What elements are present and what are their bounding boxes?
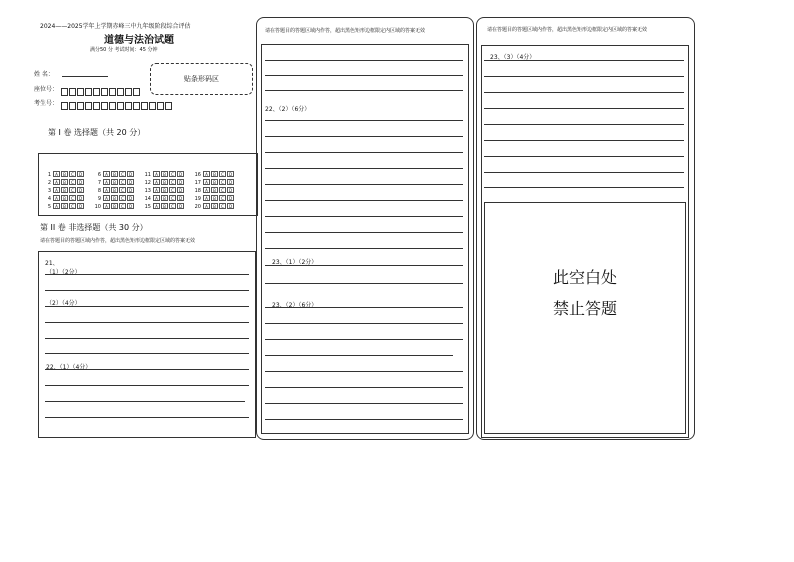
choice-bubble[interactable]: B	[111, 203, 118, 209]
choice-bubble[interactable]: D	[228, 172, 233, 177]
choice-bubble[interactable]: D	[78, 188, 83, 193]
question-number: 4	[47, 196, 51, 202]
choice-question	[43, 195, 85, 203]
answer-line[interactable]	[265, 184, 463, 185]
question-number: 3	[47, 188, 51, 194]
q21-label: 21、	[45, 260, 59, 267]
answer-line[interactable]	[265, 60, 463, 61]
choice-row	[43, 187, 243, 195]
choice-bubble[interactable]: B	[161, 195, 168, 201]
answer-line[interactable]	[45, 369, 249, 370]
choice-bubble[interactable]: B	[111, 171, 118, 177]
choice-bubble[interactable]: A	[53, 203, 60, 209]
choice-bubble[interactable]: C	[119, 187, 126, 193]
answer-line[interactable]	[265, 403, 463, 404]
choice-bubble[interactable]: D	[178, 172, 183, 177]
choice-question	[193, 179, 235, 187]
choice-bubble[interactable]: D	[78, 204, 83, 209]
choice-question	[93, 195, 135, 203]
choice-bubble[interactable]: D	[228, 180, 233, 185]
question-number: 15	[144, 204, 151, 210]
choice-bubble[interactable]: B	[211, 203, 218, 209]
choice-bubble[interactable]: D	[78, 180, 83, 185]
answer-line[interactable]	[265, 168, 463, 169]
choice-bubble[interactable]: A	[153, 179, 160, 185]
question-number: 11	[144, 172, 151, 178]
choice-bubble[interactable]: C	[119, 195, 126, 201]
exam-number-boxes[interactable]	[61, 95, 173, 114]
choice-bubble[interactable]: B	[111, 187, 118, 193]
q23-2-label: 23、（2）（6分）	[272, 302, 318, 309]
question-number: 9	[97, 196, 101, 202]
choice-bubble[interactable]: C	[219, 171, 226, 177]
choice-row	[43, 195, 243, 203]
question-number: 7	[97, 180, 101, 186]
choice-bubble[interactable]: B	[211, 179, 218, 185]
choice-bubble[interactable]: D	[78, 172, 83, 177]
answer-box-22-23[interactable]	[261, 44, 469, 434]
choice-bubble[interactable]: C	[219, 179, 226, 185]
question-number: 12	[144, 180, 151, 186]
answer-line[interactable]	[265, 136, 463, 137]
question-number: 8	[97, 188, 101, 194]
answer-line[interactable]	[45, 306, 249, 307]
right-column	[476, 17, 695, 440]
answer-line[interactable]	[265, 323, 463, 324]
choice-question	[43, 171, 85, 179]
no-answer-text-1: 此空白处	[552, 268, 617, 287]
answer-line[interactable]	[45, 417, 249, 418]
answer-line[interactable]	[265, 307, 463, 308]
choice-bubble[interactable]: D	[128, 204, 133, 209]
answer-line[interactable]	[45, 290, 249, 291]
choice-bubble[interactable]: B	[161, 179, 168, 185]
choice-bubble[interactable]: A	[103, 195, 110, 201]
answer-line[interactable]	[484, 187, 684, 188]
answer-line[interactable]	[45, 274, 249, 275]
choice-bubble[interactable]: B	[111, 195, 118, 201]
choice-question	[43, 179, 85, 187]
answer-line[interactable]	[484, 140, 684, 141]
question-number: 5	[47, 204, 51, 210]
answer-line[interactable]	[265, 339, 463, 340]
question-number: 14	[144, 196, 151, 202]
no-answer-text-2: 禁止答题	[552, 299, 617, 318]
answer-line[interactable]	[45, 385, 249, 386]
choice-bubble[interactable]: B	[61, 195, 68, 201]
choice-bubble[interactable]: A	[153, 195, 160, 201]
section1-title: 第 I 卷 选择题（共 20 分）	[48, 128, 146, 137]
answer-line[interactable]	[265, 371, 463, 372]
answer-line[interactable]	[484, 124, 684, 125]
choice-bubble[interactable]: C	[169, 195, 176, 201]
choice-bubble[interactable]: A	[203, 179, 210, 185]
choice-bubble[interactable]: C	[219, 203, 226, 209]
choice-bubble[interactable]: D	[128, 188, 133, 193]
choice-bubble[interactable]: D	[178, 180, 183, 185]
q22-1-label: 22、（1）（4分）	[46, 364, 92, 371]
answer-box-23-3[interactable]	[481, 45, 689, 438]
choice-question	[93, 171, 135, 179]
choice-bubble[interactable]: B	[61, 171, 68, 177]
choice-bubble[interactable]: A	[203, 195, 210, 201]
question-number: 2	[47, 180, 51, 186]
q21-1-label: （1）（2分）	[46, 269, 81, 276]
question-number: 1	[47, 172, 51, 178]
choice-bubble[interactable]: D	[228, 188, 233, 193]
choice-bubble[interactable]: A	[203, 171, 210, 177]
answer-line[interactable]	[484, 60, 684, 61]
answer-line[interactable]	[265, 90, 463, 91]
answer-line[interactable]	[45, 353, 249, 354]
q23-3-label: 23、（3）（4分）	[490, 54, 536, 61]
choice-question	[93, 179, 135, 187]
choice-question	[193, 195, 235, 203]
answer-line[interactable]	[45, 338, 249, 339]
choice-question	[193, 203, 235, 211]
choice-question	[143, 203, 185, 211]
answer-line[interactable]	[45, 401, 245, 402]
answer-line[interactable]	[484, 156, 684, 157]
choice-bubble[interactable]: D	[228, 204, 233, 209]
choice-question	[143, 195, 185, 203]
choice-question	[43, 187, 85, 195]
choice-bubble[interactable]: A	[103, 179, 110, 185]
choice-bubble[interactable]: A	[153, 203, 160, 209]
choice-bubble[interactable]: C	[69, 203, 76, 209]
choice-bubble[interactable]: B	[61, 179, 68, 185]
choice-bubble[interactable]: C	[169, 171, 176, 177]
choice-bubble[interactable]: A	[153, 187, 160, 193]
seat-label: 座位号：	[34, 86, 59, 93]
choice-bubble[interactable]: C	[69, 195, 76, 201]
choice-bubble[interactable]: C	[69, 179, 76, 185]
answer-box-21-22[interactable]	[38, 251, 256, 438]
answer-line[interactable]	[265, 283, 463, 284]
choice-bubble[interactable]: D	[128, 180, 133, 185]
answer-line[interactable]	[265, 355, 453, 356]
choice-bubble[interactable]: A	[103, 187, 110, 193]
answer-line[interactable]	[265, 387, 463, 388]
name-label: 姓 名：	[34, 71, 54, 78]
choice-bubble[interactable]: A	[53, 195, 60, 201]
answer-line[interactable]	[484, 172, 684, 173]
choice-bubble[interactable]: B	[161, 187, 168, 193]
answer-line[interactable]	[265, 216, 463, 217]
answer-line[interactable]	[484, 76, 684, 77]
middle-column	[256, 17, 474, 440]
choice-question	[93, 203, 135, 211]
choice-bubble[interactable]: C	[69, 187, 76, 193]
choice-bubble[interactable]: D	[178, 204, 183, 209]
choice-row	[43, 179, 243, 187]
answer-line[interactable]	[265, 152, 463, 153]
question-number: 19	[194, 196, 201, 202]
answer-line[interactable]	[265, 248, 463, 249]
choice-bubble[interactable]: C	[119, 203, 126, 209]
q22-2-label: 22、（2）（6分）	[265, 106, 311, 113]
choice-bubble[interactable]: D	[128, 172, 133, 177]
choice-bubble[interactable]: A	[103, 171, 110, 177]
choice-bubble[interactable]: D	[228, 196, 233, 201]
choice-question	[143, 179, 185, 187]
choice-row	[43, 171, 243, 179]
exam-no-label: 考生号：	[34, 100, 59, 107]
choice-bubble[interactable]: D	[128, 196, 133, 201]
choice-bubble[interactable]: D	[178, 188, 183, 193]
choice-bubble[interactable]: A	[53, 187, 60, 193]
score-time: 满分50 分 考试时间：45 分钟	[90, 47, 158, 53]
answer-line[interactable]	[265, 120, 463, 121]
choice-bubble[interactable]: B	[161, 171, 168, 177]
choice-grid	[38, 153, 258, 216]
choice-question	[143, 187, 185, 195]
name-field[interactable]	[62, 76, 108, 77]
answer-line[interactable]	[265, 200, 463, 201]
section2-notice: 请在答题目的答题区域内作答，超出黑色矩形边框限定区域的答案无效	[40, 238, 196, 244]
answer-line[interactable]	[265, 419, 463, 420]
question-number: 6	[97, 172, 101, 178]
choice-bubble[interactable]: A	[53, 171, 60, 177]
question-number: 18	[194, 188, 201, 194]
subject-title: 道德与法治试题	[104, 35, 174, 46]
answer-line[interactable]	[484, 108, 684, 109]
exam-line: 2024——2025学年上学期赤峰三中九年级阶段综合评估	[40, 23, 191, 30]
choice-bubble[interactable]: B	[161, 203, 168, 209]
choice-question	[93, 187, 135, 195]
choice-bubble[interactable]: C	[169, 203, 176, 209]
barcode-area	[150, 63, 253, 95]
choice-bubble[interactable]: C	[119, 179, 126, 185]
choice-bubble[interactable]: C	[169, 187, 176, 193]
choice-bubble[interactable]: D	[78, 196, 83, 201]
choice-row	[43, 203, 243, 211]
choice-bubble[interactable]: B	[111, 179, 118, 185]
choice-bubble[interactable]: C	[69, 171, 76, 177]
col3-notice: 请在答题目的答题区域内作答，超出黑色矩形边框限定内区域的答案无效	[487, 27, 648, 33]
choice-bubble[interactable]: C	[219, 195, 226, 201]
choice-bubble[interactable]: A	[203, 203, 210, 209]
choice-bubble[interactable]: C	[169, 179, 176, 185]
question-number: 20	[194, 204, 201, 210]
choice-bubble[interactable]: B	[211, 195, 218, 201]
choice-bubble[interactable]: C	[119, 171, 126, 177]
question-number: 10	[94, 204, 101, 210]
choice-bubble[interactable]: B	[211, 187, 218, 193]
choice-bubble[interactable]: B	[61, 203, 68, 209]
no-answer-zone	[484, 202, 686, 434]
q21-2-label: （2）（4分）	[46, 300, 81, 307]
choice-bubble[interactable]: A	[53, 179, 60, 185]
choice-question	[193, 171, 235, 179]
answer-line[interactable]	[265, 265, 463, 266]
choice-bubble[interactable]: B	[61, 187, 68, 193]
choice-question	[193, 187, 235, 195]
question-number: 13	[144, 188, 151, 194]
answer-line[interactable]	[45, 322, 249, 323]
q23-1-label: 23、（1）（2分）	[272, 259, 318, 266]
section2-title: 第 II 卷 非选择题（共 30 分）	[40, 223, 148, 232]
barcode-label: 贴条形码区	[184, 75, 219, 83]
choice-bubble[interactable]: A	[203, 187, 210, 193]
answer-line[interactable]	[484, 92, 684, 93]
answer-line[interactable]	[265, 232, 463, 233]
choice-bubble[interactable]: B	[211, 171, 218, 177]
choice-bubble[interactable]: D	[178, 196, 183, 201]
answer-line[interactable]	[265, 75, 463, 76]
choice-bubble[interactable]: A	[103, 203, 110, 209]
choice-bubble[interactable]: A	[153, 171, 160, 177]
choice-question	[43, 203, 85, 211]
col2-notice: 请在答题目的答题区域内作答，超出黑色矩形边框限定内区域的答案无效	[265, 28, 426, 34]
choice-bubble[interactable]: C	[219, 187, 226, 193]
question-number: 17	[194, 180, 201, 186]
question-number: 16	[194, 172, 201, 178]
choice-question	[143, 171, 185, 179]
